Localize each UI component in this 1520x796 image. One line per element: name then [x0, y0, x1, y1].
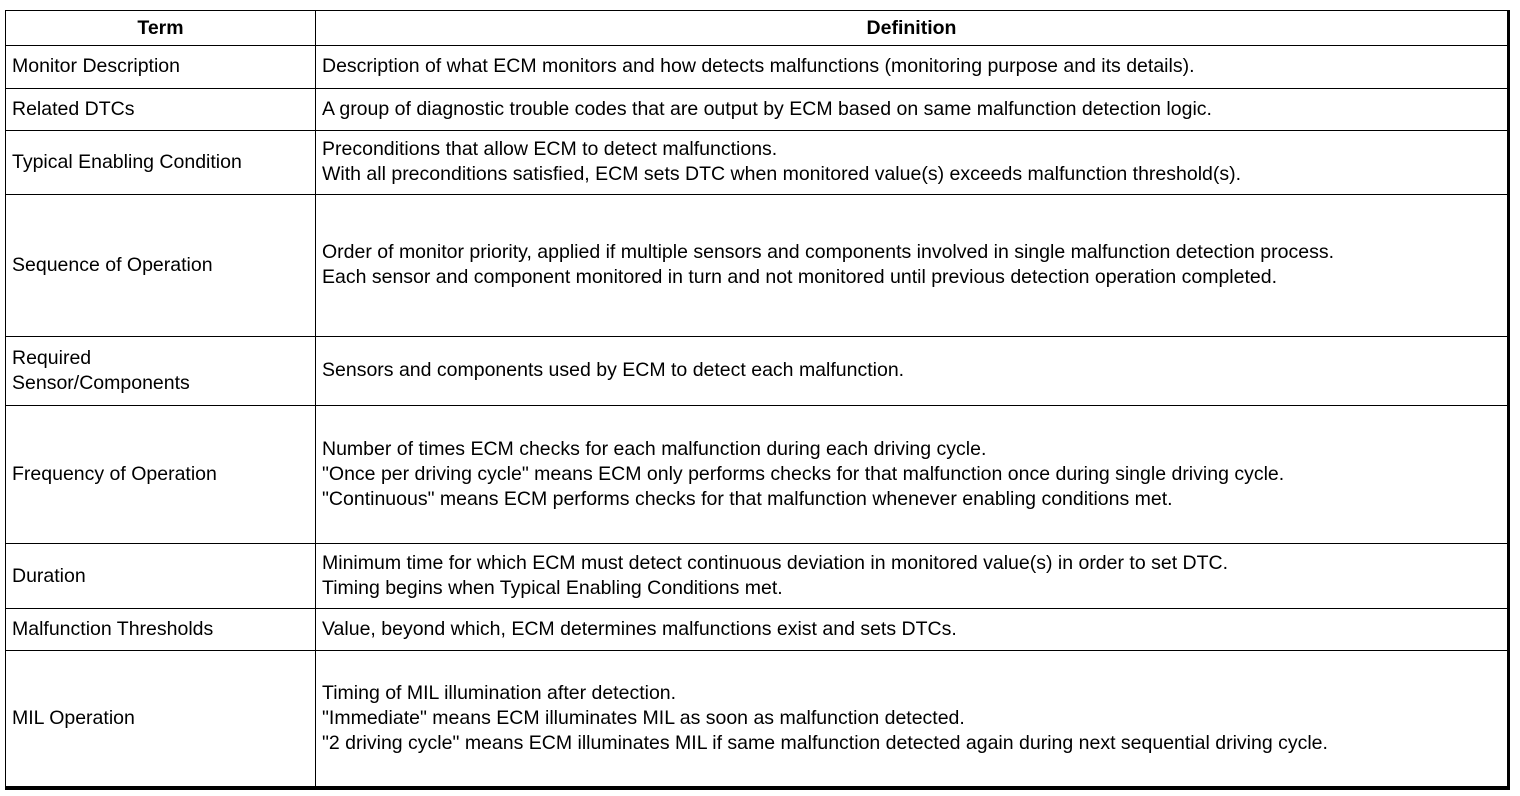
definitions-table-container [5, 10, 1510, 790]
term-column-header: Term [6, 11, 316, 46]
term-cell [6, 88, 316, 131]
table-row [6, 131, 1508, 194]
definitions-table [5, 10, 1508, 787]
definition-cell [316, 46, 1508, 89]
definition-line: Each sensor and component monitored in turn and not monitored until previous detection operation completed. [322, 266, 1278, 289]
term-text: Monitor Description [12, 55, 180, 78]
definition-cell [316, 405, 1508, 544]
table-header-row [6, 11, 1508, 46]
term-text: MIL Operation [12, 707, 135, 730]
table-row [6, 608, 1508, 651]
definition-line: Description of what ECM monitors and how detects malfunctions (monitoring purpose and its details). [322, 55, 1195, 78]
term-text: Related DTCs [12, 97, 135, 120]
table-row [6, 544, 1508, 608]
term-cell [6, 608, 316, 651]
definition-line: Value, beyond which, ECM determines malfunctions exist and sets DTCs. [322, 618, 957, 641]
definition-line: Order of monitor priority, applied if multiple sensors and components involved in single malfunction detection process. [322, 241, 1334, 264]
term-text: Malfunction Thresholds [12, 618, 214, 641]
definition-line: Preconditions that allow ECM to detect malfunctions. [322, 138, 778, 161]
term-text: Required Sensor/Components [12, 346, 190, 394]
table-row [6, 405, 1508, 544]
definition-line: "Once per driving cycle" means ECM only performs checks for that malfunction once during single driving cycle. [322, 462, 1285, 485]
definition-line: Timing of MIL illumination after detection. [322, 682, 677, 705]
term-cell [6, 651, 316, 787]
table-row [6, 88, 1508, 131]
term-cell [6, 405, 316, 544]
table-row [6, 651, 1508, 787]
definition-line: "Immediate" means ECM illuminates MIL as soon as malfunction detected. [322, 707, 965, 730]
term-text: Sequence of Operation [12, 253, 213, 276]
definition-line: A group of diagnostic trouble codes that are output by ECM based on same malfunction detection logic. [322, 97, 1212, 120]
table-row [6, 194, 1508, 336]
definition-cell [316, 336, 1508, 405]
definition-line: Timing begins when Typical Enabling Conditions met. [322, 577, 783, 600]
term-text: Typical Enabling Condition [12, 150, 242, 173]
term-cell [6, 131, 316, 194]
definition-cell [316, 88, 1508, 131]
term-cell [6, 46, 316, 89]
definition-line: Sensors and components used by ECM to detect each malfunction. [322, 359, 905, 382]
definition-cell [316, 651, 1508, 787]
term-text: Frequency of Operation [12, 462, 217, 485]
term-cell [6, 194, 316, 336]
term-cell [6, 544, 316, 608]
definition-cell [316, 544, 1508, 608]
definition-cell [316, 194, 1508, 336]
table-row [6, 336, 1508, 405]
term-text: Duration [12, 564, 86, 587]
definition-line: Minimum time for which ECM must detect continuous deviation in monitored value(s) in order to set DTC. [322, 552, 1229, 575]
definition-column-header: Definition [316, 11, 1508, 46]
table-row [6, 46, 1508, 89]
definition-cell [316, 608, 1508, 651]
definition-line: "Continuous" means ECM performs checks for that malfunction whenever enabling conditions met. [322, 487, 1173, 510]
definition-line: With all preconditions satisfied, ECM sets DTC when monitored value(s) exceeds malfunction threshold(s). [322, 163, 1242, 186]
definition-line: "2 driving cycle" means ECM illuminates MIL if same malfunction detected again during next sequential driving cycle. [322, 732, 1328, 755]
definition-line: Number of times ECM checks for each malfunction during each driving cycle. [322, 437, 987, 460]
term-cell [6, 336, 316, 405]
definition-cell [316, 131, 1508, 194]
